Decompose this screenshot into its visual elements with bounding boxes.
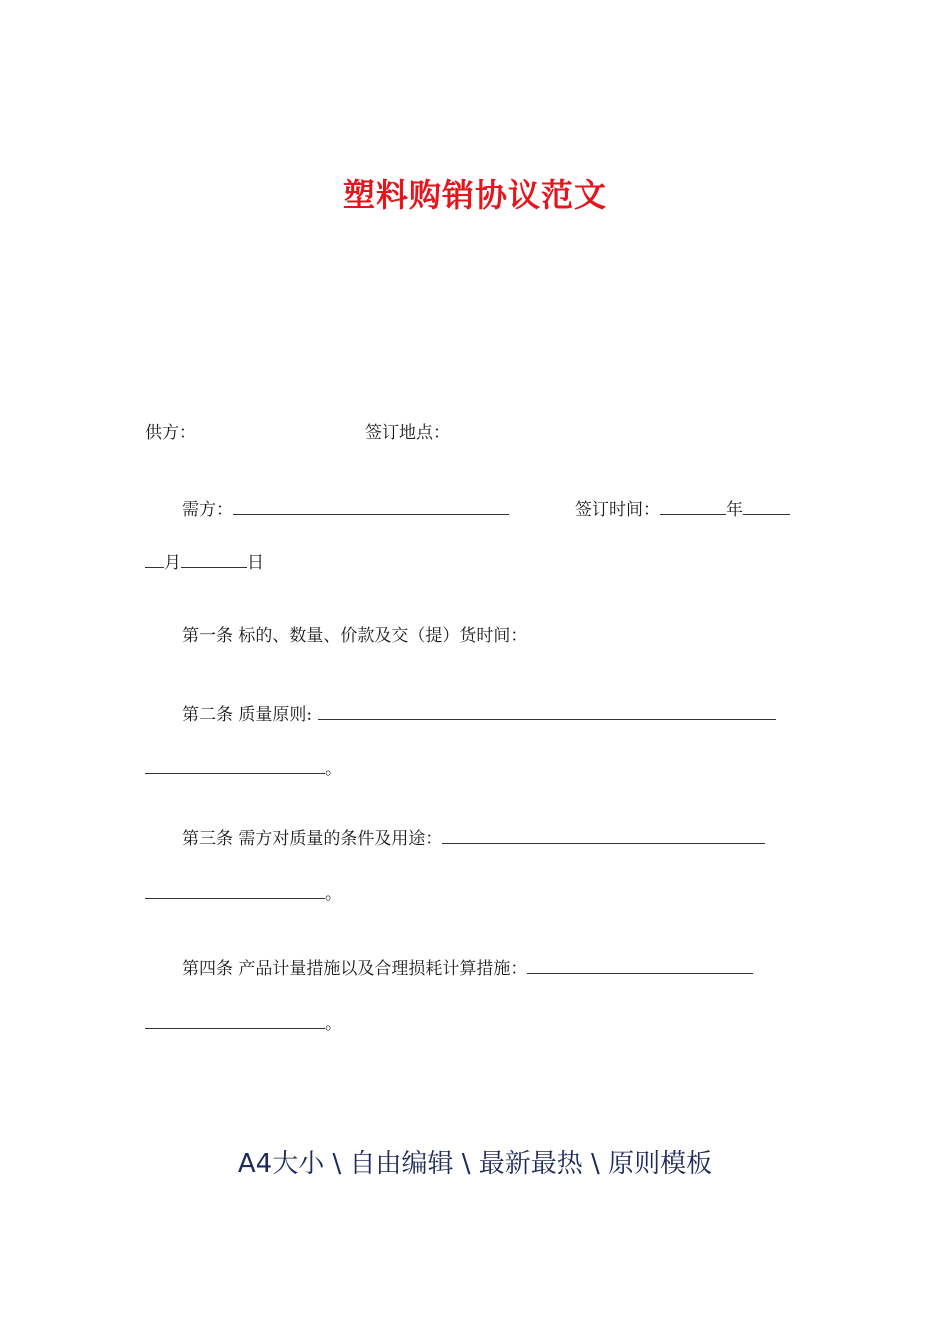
article-4 (182, 955, 753, 981)
day-blank[interactable] (181, 549, 247, 568)
article-2-number: 第二条 (182, 705, 233, 725)
article-2-continue (145, 755, 342, 781)
article-4-text: 产品计量措施以及合理损耗计算措施： (238, 959, 528, 979)
buyer-line (182, 496, 509, 522)
article-3-blank[interactable] (442, 825, 765, 844)
day-label: 日 (247, 553, 264, 573)
sign-place-label: 签订地点： (365, 423, 450, 443)
document-title: 塑料购销协议范文 (342, 176, 607, 214)
sign-place-line (365, 421, 450, 445)
article-3-blank-continue[interactable] (145, 880, 325, 899)
article-4-number: 第四条 (182, 959, 233, 979)
footer-banner: A4大小 \ 自由编辑 \ 最新最热 \ 原则模板 (237, 1149, 713, 1179)
article-3 (182, 825, 765, 851)
article-3-period: 。 (325, 884, 342, 904)
article-3-number: 第三条 (182, 829, 233, 849)
article-2-period: 。 (325, 759, 342, 779)
buyer-blank[interactable] (233, 496, 509, 515)
month-label: 月 (164, 553, 181, 573)
month-blank-b[interactable] (145, 549, 164, 568)
sign-time-label: 签订时间： (575, 500, 660, 520)
buyer-label: 需方： (182, 500, 233, 520)
year-label: 年 (726, 500, 743, 520)
article-4-continue (145, 1010, 342, 1036)
article-2 (182, 701, 776, 727)
article-1-text: 标的、数量、价款及交（提）货时间： (238, 626, 528, 646)
article-1 (182, 624, 527, 648)
supplier-label: 供方： (145, 423, 196, 443)
article-4-period: 。 (325, 1014, 342, 1034)
article-2-blank-continue[interactable] (145, 755, 325, 774)
article-3-continue (145, 880, 342, 906)
article-3-text: 需方对质量的条件及用途： (238, 829, 443, 849)
sign-time-line (575, 496, 790, 522)
year-blank[interactable] (660, 496, 726, 515)
date-continue-line (145, 549, 264, 575)
article-4-blank[interactable] (527, 955, 753, 974)
article-4-blank-continue[interactable] (145, 1010, 325, 1029)
supplier-line (145, 421, 196, 445)
article-2-text: 质量原则: (238, 705, 313, 725)
article-1-number: 第一条 (182, 626, 233, 646)
month-blank-a[interactable] (743, 496, 790, 515)
article-2-blank[interactable] (318, 701, 776, 720)
